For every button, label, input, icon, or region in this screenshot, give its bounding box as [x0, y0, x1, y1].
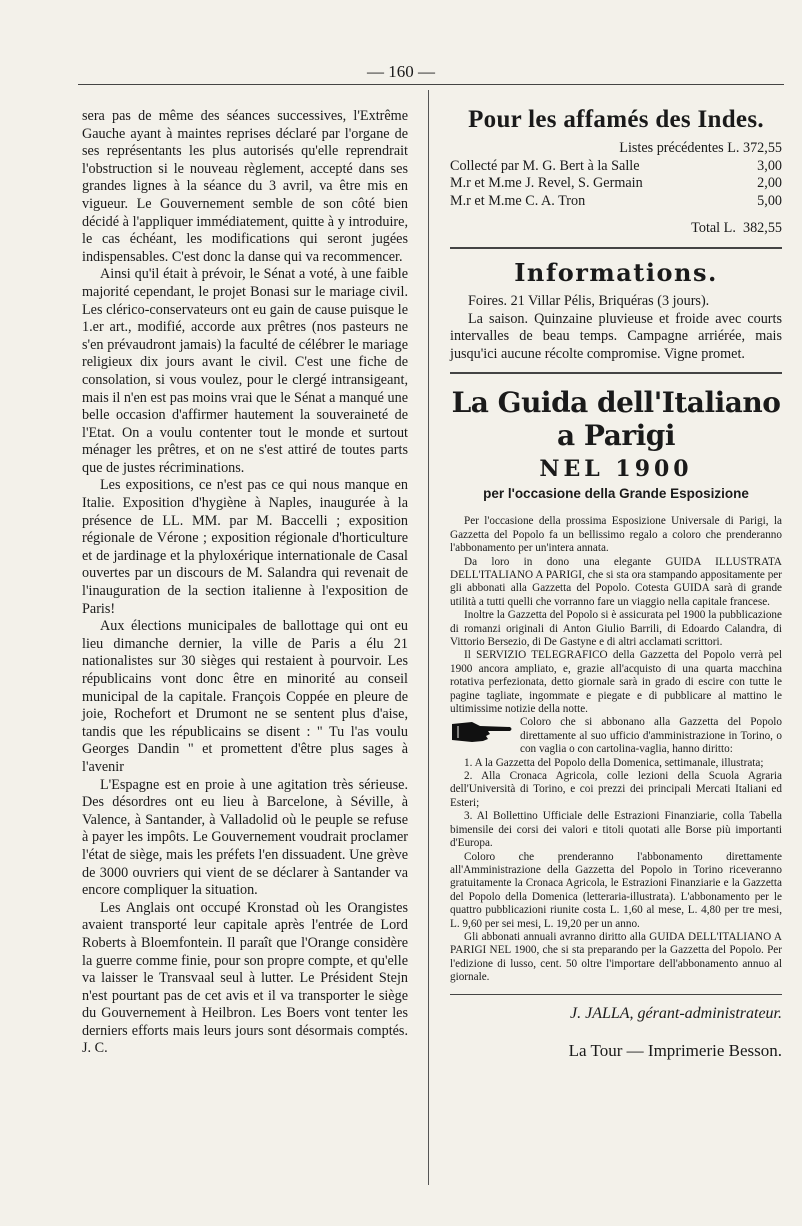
guida-list-item: 1. A la Gazzetta del Popolo della Domenica, settimanale, illustrata;	[464, 756, 764, 769]
page-number: — 160 —	[367, 62, 435, 81]
subscription-label: Listes précédentes L.	[619, 140, 740, 156]
subscription-label: M.r et M.me J. Revel, S. Germain	[450, 175, 643, 192]
subscription-previous	[450, 140, 782, 158]
subscription-label: M.r et M.me C. A. Tron	[450, 192, 586, 209]
guida-paragraph: Da loro in dono una elegante GUIDA ILLUSTRATA DELL'ITALIANO A PARIGI, che si sta ora stampando appositamente per gli abbonati alla Gazzetta del Popolo. Cotesta GUIDA sarà di grande utilità a tutti quelli che vorranno fare un viaggio nella capitale francese.	[450, 555, 782, 608]
paragraph: Ainsi qu'il était à prévoir, le Sénat a voté, à une faible majorité cependant, le projet Bonasi sur le mariage civil. Les cléricо-conservateurs ont eu gain de cause puisque le 1.er art., modifié, accorde aux prêtres (nos pasteurs ne s'en prévaudront jamais) la faculté de célébrer le mariage religieux dix jours avant le civil. C'est une fiche de consolation, si vous voulez, pour le clergé intransigeant, mais il n'en est pas moins vrai que le Sénat a manqué une belle occasion d'affirmer hautement la souveraineté de l'Etat. On a voulu contenter tout le monde et surtout ménager les prêtres, et on ne s'est attiré de toutes parts que de justes récriminations.	[82, 266, 408, 476]
paragraph: Aux élections municipales de ballottage qui ont eu lieu dimanche dernier, la ville de Paris a élu 21 nationalistes sur 30 sièges qui restaient à pourvoir. Les républicains vont donc être en minorité au conseil municipal de la capitale. François Coppée en pleure de joie, Rochefort et Drumont ne se sentent plus d'aise, tandis que les républicains se disent : " Tu l'as voulu Georges Dandin " et promettent d'être plus sages à l'avenir	[82, 618, 408, 775]
subscription-entry	[450, 193, 782, 211]
subscription-amount: 5,00	[757, 192, 782, 209]
guida-subtitle: NEL 1900	[539, 456, 693, 483]
guida-list-item: 2. Alla Cronaca Agricola, colle lezioni della Scuola Agraria dell'Università di Torino, e coi prezzi dei principali Mercati Italiani ed Esteri;	[450, 770, 782, 809]
column-divider	[428, 90, 429, 1185]
subscription-total-label: Total L.	[691, 220, 736, 237]
pointing-hand-icon	[450, 718, 514, 744]
subscription-entry	[450, 158, 782, 176]
hand-text: Coloro che si abbonano alla Gazzetta del Popolo direttamente al suo ufficio d'amministrazione in Torino, o con vaglia o con cartolina-vaglia, hanno diritto:	[520, 716, 782, 756]
printer-line: La Tour — Imprimerie Besson.	[568, 1040, 782, 1060]
subscription-amount: 3,00	[757, 157, 782, 174]
subscription-total	[450, 220, 782, 238]
informations-body	[450, 293, 782, 363]
guida-paragraph: Coloro che prenderanno l'abbonamento direttamente all'Amministrazione della Gazzetta del Popolo in Torino riceveranno gratuitamente la Cronaca Agricola, le Estrazioni Finanziarie e la Gazzetta del Popolo della Domenica (letteraria-illustrata). L'abbonamento per le quattro pubblicazioni riunite costa L. 1,60 al mese, L. 4,80 per tre mesi, L. 9,60 per sei mesi, L. 19,20 per un anno.	[450, 850, 782, 930]
guida-paragraph: Per l'occasione della prossima Esposizione Universale di Parigi, la Gazzetta del Popolo fa un bellissimo regalo a coloro che prenderanno l'abbonamento per un'intera annata.	[450, 515, 782, 555]
left-column	[82, 108, 408, 1058]
paragraph: L'Espagne est en proie à une agitation très sérieuse. Des désordres ont eu lieu à Barcelone, à Séville, à Valence, à Santander, à Valladolid où le peuple se refuse à payer les impôts. Le Gouvernement voudrait proclamer l'état de siège, mais les préfets l'en dissuadent. Une grève de 3000 ouvriers qui vient de se déclarer à Santander va encore compliquer la situation.	[82, 776, 408, 899]
guida-body	[450, 515, 782, 984]
guida-title: La Guida dell'Italiano a Parigi	[451, 386, 781, 453]
subscription-amount: 2,00	[757, 175, 782, 192]
section-rule	[450, 247, 782, 249]
signature: J. JALLA, gérant-administrateur.	[570, 1004, 782, 1022]
subscription-title: Pour les affamés des Indes.	[468, 106, 764, 133]
subscription-total-amount: 382,55	[742, 220, 782, 237]
section-rule	[450, 994, 782, 995]
guida-paragraph: Il SERVIZIO TELEGRAFICO della Gazzetta del Popolo verrà pel 1900 ancora ampliato, e, grazie all'acquisto di una quarta macchina rotativa perfezionata, detto giornale sarà in grado di escire con tutte le pagine tagliate, ingommate e piegate e di pubblicare al mattino le ultimissime notizie della notte.	[450, 649, 782, 716]
subscription-amount: 372,55	[742, 140, 782, 156]
guida-paragraph: Inoltre la Gazzetta del Popolo si è assicurata pel 1900 la pubblicazione di romanzi originali di Anton Giulio Barrili, di Edoardo Calandra, di Vittorio Bersezio, di De Gastyne e di altri acclamati scrittori.	[450, 609, 782, 648]
subscription-entry	[450, 175, 782, 193]
informations-title: Informations.	[514, 257, 718, 287]
guida-paragraph: Gli abbonati annuali avranno diritto alla GUIDA DELL'ITALIANO A PARIGI NEL 1900, che si sta preparando per la Gazzetta del Popolo. Per l'edizione di lusso, cent. 50 oltre l'importare dell'abbonamento annuo al giornale.	[450, 930, 782, 984]
paragraph: sera pas de même des séances successives, l'Extrême Gauche ayant à maintes reprises déclaré par l'organe de ses représentants les plus autorisés qu'elle reprendrait l'obstruction si le nouveau règlement, accepté dans ses grandes lignes à la séance du 3 avril, va être mis en vigueur. Le Gouvernement semble de son côté bien décidé à l'appliquer immédiatement, quitte à y introduire, le cas échéant, les modifications qui seront jugées indispensables. C'est donc la danse qui va recommencer.	[82, 108, 408, 265]
paragraph: Les expositions, ce n'est pas ce qui nous manque en Italie. Exposition d'hygiène à Naples, inaugurée à la présence de LL. MM. par M. Baccelli ; exposition régionale de Vérone ; exposition régionale d'horticulture et de jardinage et la phyloxérique internationale de Casal ouvertes par un discours de M. Salandra qui revenait de l'inauguration de la section italienne à l'exposition de Paris!	[82, 477, 408, 617]
hand-paragraph	[450, 716, 782, 756]
paragraph: Les Anglais ont occupé Kronstad où les Orangistes avaient transporté leur capitale après l'entrée de Lord Roberts à Bloemfontein. Il paraît que l'Orange considère la guerre comme finie, pour son propre compte, et qu'elle va laisser le Transvaal seul à lutter. Le Président Stejn n'est pourtant pas de cet avis et il va transporter le siège du Gouvernement à Heilbron. Les Boers vont tenter les derniers efforts mais leurs jours sont désormais comptés. J. C.	[82, 899, 408, 1057]
foires-text: Foires. 21 Villar Pélis, Briquéras (3 jours).	[468, 292, 710, 309]
section-rule	[450, 372, 782, 374]
guida-occasion: per l'occasione della Grande Esposizione	[483, 486, 749, 502]
top-rule	[78, 84, 784, 85]
saison-text: La saison. Quinzaine pluvieuse et froide avec courts intervalles de beau temps. Campagne arriérée, mais jusqu'ici aucune récolte compromise. Vigne promet.	[450, 310, 782, 362]
guida-list-item: 3. Al Bollettino Ufficiale delle Estrazioni Finanziarie, colla Tabella bimensile dei corsi dei valori e titoli quotati alle Borse più importanti d'Europa.	[450, 810, 782, 850]
subscription-label: Collecté par M. G. Bert à la Salle	[450, 157, 640, 174]
right-column	[450, 106, 782, 1061]
